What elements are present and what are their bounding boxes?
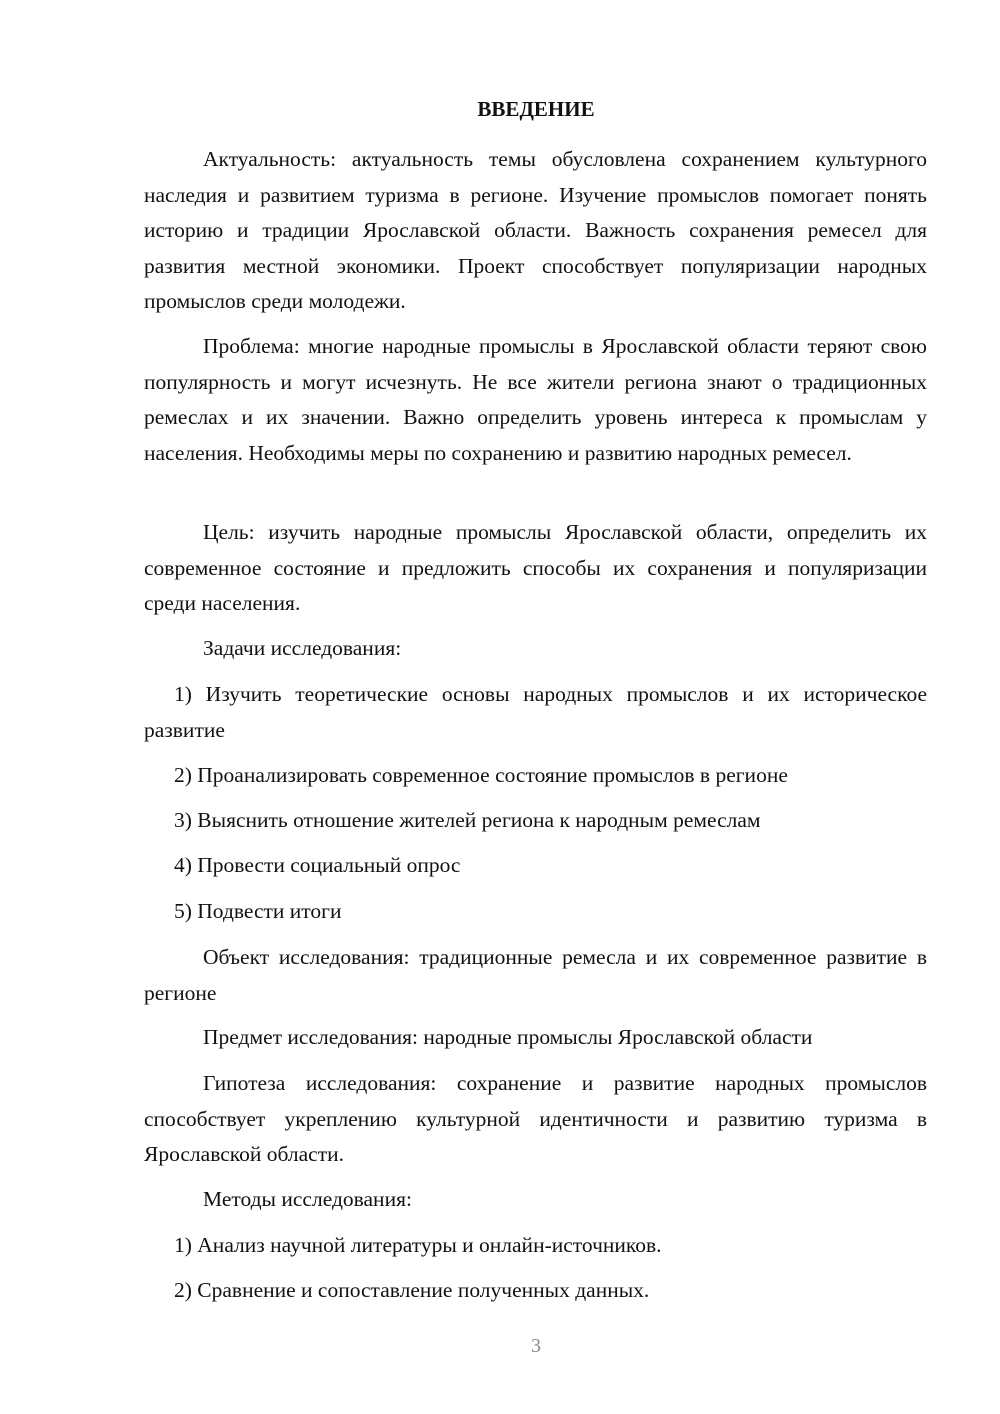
tasks-title: Задачи исследования: [203,636,402,660]
section-heading: ВВЕДЕНИЕ [477,97,595,121]
task-item-2: 2) Проанализировать современное состояние промыслов в регионе [174,763,788,787]
page-number: 3 [531,1335,541,1357]
task-item-5: 5) Подвести итоги [174,899,342,923]
methods-title: Методы исследования: [203,1187,412,1211]
task-item-4: 4) Провести социальный опрос [174,853,461,877]
object-paragraph: Объект исследования: традиционные ремесла и их современное развитие в регионе [144,945,927,1005]
hypothesis-paragraph: Гипотеза исследования: сохранение и развитие народных промыслов способствует укреплению культурной идентичности и развитию туризма в Ярославской области. [144,1071,927,1166]
problem-paragraph: Проблема: многие народные промыслы в Ярославской области теряют свою популярность и могут исчезнуть. Не все жители региона знают о традиционных ремеслах и их значении. Важно определить уровень интереса к промыслам у населения. Необходимы меры по сохранению и развитию народных ремесел. [144,334,927,465]
subject-paragraph: Предмет исследования: народные промыслы Ярославской области [203,1025,813,1049]
task-item-3: 3) Выяснить отношение жителей региона к народным ремеслам [174,808,761,832]
method-item-2: 2) Сравнение и сопоставление полученных данных. [174,1278,650,1302]
relevance-paragraph: Актуальность: актуальность темы обусловлена сохранением культурного наследия и развитием туризма в регионе. Изучение промыслов помогает понять историю и традиции Ярославской области. Важность сохранения ремесел для развития местной экономики. Проект способствует популяризации народных промыслов среди молодежи. [144,147,927,313]
goal-paragraph: Цель: изучить народные промыслы Ярославской области, определить их современное состояние и предложить способы их сохранения и популяризации среди населения. [144,520,927,615]
task-item-1: 1) Изучить теоретические основы народных промыслов и их историческое развитие [144,682,927,742]
method-item-1: 1) Анализ научной литературы и онлайн-источников. [174,1233,662,1257]
